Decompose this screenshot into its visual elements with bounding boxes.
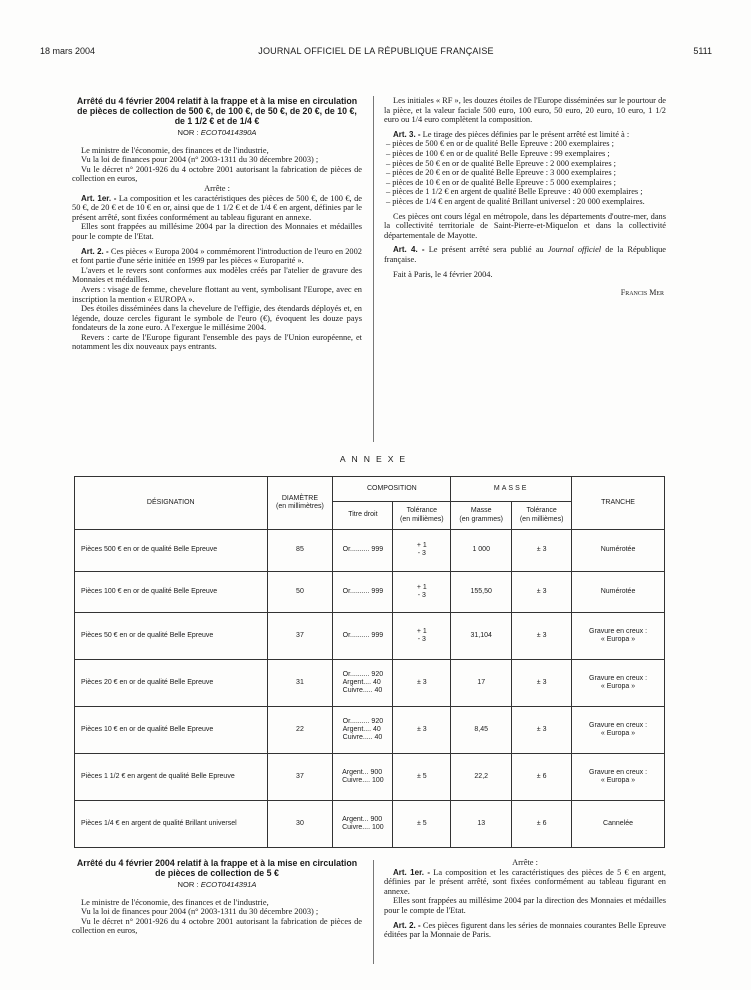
cell-tolerance-masse: ± 6 [512, 754, 572, 801]
arrete2-nor [72, 880, 362, 890]
cell-titre-line: Argent.... 40 [342, 726, 381, 734]
arrete2-title: Arrêté du 4 février 2004 relatif à la frappe et à la mise en circulation de pièces de collection de 5 € [76, 858, 358, 878]
cell-tranche-line: « Europa » [600, 777, 636, 785]
table-row [75, 801, 665, 848]
arrete1-arrete: Arrête : [204, 183, 230, 193]
cell-tolerance-composition-line: ± 3 [416, 726, 427, 734]
cell-tolerance-composition-line: ± 5 [416, 819, 427, 827]
cell-titre-line: Cuivre..... 40 [342, 687, 383, 695]
arrete2-nor-label: NOR : [177, 880, 199, 889]
arrete1-title: Arrêté du 4 février 2004 relatif à la frappe et à la mise en circulation de pièces de collection de 500 €, de 100 €, de 50 €, de 20 €, de 10 €, de 1 1/2 € et de 1/4 € [76, 96, 358, 126]
cell-tranche-line: « Europa » [600, 683, 636, 691]
list-item: – pièces de 10 € en or de qualité Belle Epreuve : 5 000 exemplaires ; [386, 177, 617, 187]
cell-tolerance-composition [393, 754, 451, 801]
header-unit: (en millièmes) [400, 515, 444, 523]
annexe-table [74, 476, 665, 848]
cell-tranche [572, 571, 665, 613]
cell-designation: Pièces 10 € en or de qualité Belle Epreuve [75, 707, 268, 754]
list-item: – pièces de 100 € en or de qualité Belle Epreuve : 99 exemplaires ; [386, 148, 610, 158]
arrete1-article-3 [384, 130, 666, 140]
cell-titre-line: Argent.... 40 [342, 679, 381, 687]
table-row [75, 613, 665, 660]
article-text: La composition et les caractéristiques des pièces de 500 €, de 100 €, de 50 €, de 20 € et de 10 € en or, ainsi que de 1 1/2 € et de 1/4 € en argent, définies par le présent arrêté, sont fixées conformément au tableau figurant en annexe. [72, 193, 363, 222]
list-item: – pièces de 50 € en or de qualité Belle Epreuve : 2 000 exemplaires ; [386, 158, 617, 168]
annexe-table-body [75, 530, 665, 848]
cell-tranche [572, 530, 665, 572]
cell-titre-line: Cuivre..... 40 [342, 734, 383, 742]
col-header-tolerance-masse [512, 502, 572, 530]
article-text: Ces pièces figurent dans les séries de monnaies courantes Belle Epreuve éditées par la Monnaie de Paris. [384, 920, 666, 940]
arrete1-fait: Fait à Paris, le 4 février 2004. [393, 269, 493, 279]
cell-titre-line: Or.......... 999 [342, 632, 384, 640]
cell-masse: 22,2 [451, 754, 512, 801]
cell-masse: 13 [451, 801, 512, 848]
arrete1-avers-revers: L'avers et le revers sont conformes aux modèles créés par l'atelier de gravure des Monnaies et médailles. [72, 265, 362, 285]
col-header-diametre [267, 477, 333, 530]
arrete2-right-column [384, 858, 666, 940]
cell-titre-line: Cuivre.... 100 [342, 777, 384, 785]
table-row [75, 571, 665, 613]
article-label: Art. 4. - [393, 245, 425, 255]
cell-tolerance-composition [393, 571, 451, 613]
cell-tolerance-composition-line: - 3 [417, 550, 426, 558]
cell-tolerance-masse: ± 3 [512, 530, 572, 572]
cell-masse: 31,104 [451, 613, 512, 660]
cell-tranche-line: Numérotée [600, 587, 636, 595]
arrete1-nor-code: ECOT0414390A [200, 128, 257, 137]
header-date: 18 mars 2004 [40, 46, 96, 56]
table-row [75, 707, 665, 754]
cell-tranche [572, 613, 665, 660]
cell-titre [333, 613, 393, 660]
arrete2-nor-code: ECOT0414391A [200, 880, 257, 889]
arrete2-vu-loi: Vu la loi de finances pour 2004 (n° 2003-1311 du 30 décembre 2003) ; [81, 907, 319, 917]
cell-tranche-line: Gravure en creux : [589, 675, 648, 683]
cell-titre-line: Or.......... 999 [342, 546, 384, 554]
cell-diametre: 30 [267, 801, 333, 848]
cell-tolerance-composition-line: + 1 [416, 542, 427, 550]
cell-tranche-line: « Europa » [600, 636, 636, 644]
cell-tolerance-composition-line: + 1 [416, 628, 427, 636]
cell-designation: Pièces 500 € en or de qualité Belle Epreuve [75, 530, 268, 572]
cell-designation: Pièces 100 € en or de qualité Belle Epreuve [75, 571, 268, 613]
column-divider [373, 96, 374, 442]
article-label: Art. 3. - [393, 129, 421, 139]
arrete1-revers: Revers : carte de l'Europe figurant l'ensemble des pays de l'Union européenne, et notamment les dix nouveaux pays entrants. [72, 332, 362, 352]
article-label: Art. 1er. - [81, 193, 117, 203]
header-journal-title: JOURNAL OFFICIEL DE LA RÉPUBLIQUE FRANÇAISE [258, 46, 494, 56]
arrete1-nor [72, 128, 362, 138]
cell-tolerance-composition [393, 801, 451, 848]
journal-officiel-italic: Journal officiel [547, 245, 602, 255]
page-header [40, 46, 712, 60]
col-header-tolerance-composition [393, 502, 451, 530]
cell-tranche-line: Cannelée [603, 819, 634, 827]
article-label: Art. 2. - [393, 920, 421, 930]
cell-tranche-line: Numérotée [600, 546, 636, 554]
cell-tolerance-composition-line: ± 5 [416, 772, 427, 780]
cell-tranche [572, 707, 665, 754]
cell-tranche-line: Gravure en creux : [589, 721, 648, 729]
arrete1-minister: Le ministre de l'économie, des finances et de l'industrie, [81, 145, 269, 155]
article-text: Ces pièces « Europa 2004 » commémorent l'introduction de l'euro en 2002 et font partie d'une série initiée en 1999 par les pièces « Europarité ». [72, 246, 362, 266]
tirage-list [384, 139, 666, 206]
cell-masse: 17 [451, 660, 512, 707]
cell-titre [333, 754, 393, 801]
header-text: Tolérance [406, 507, 437, 515]
cell-titre [333, 801, 393, 848]
cell-titre [333, 660, 393, 707]
arrete1-article-2 [72, 247, 362, 266]
article-label: Art. 2. - [81, 246, 109, 256]
list-item: – pièces de 1/4 € en argent de qualité Brillant universel : 20 000 exemplaires. [386, 196, 645, 206]
arrete2-left-column [72, 858, 362, 936]
cell-diametre: 85 [267, 530, 333, 572]
cell-diametre: 22 [267, 707, 333, 754]
cell-tolerance-composition [393, 613, 451, 660]
arrete1-cours-legal: Ces pièces ont cours légal en métropole, dans les départements d'outre-mer, dans la collectivité territoriale de Saint-Pierre-et-Miquelon et dans la collectivité départementale de Mayotte. [384, 211, 666, 240]
arrete1-vu-loi: Vu la loi de finances pour 2004 (n° 2003-1311 du 30 décembre 2003) ; [81, 155, 319, 165]
cell-titre-line: Or.......... 999 [342, 587, 384, 595]
cell-tolerance-composition [393, 530, 451, 572]
cell-diametre: 50 [267, 571, 333, 613]
list-item: – pièces de 500 € en or de qualité Belle Epreuve : 200 exemplaires ; [386, 139, 614, 149]
header-unit: (en grammes) [459, 515, 503, 523]
cell-tolerance-masse: ± 3 [512, 613, 572, 660]
cell-designation: Pièces 20 € en or de qualité Belle Epreuve [75, 660, 268, 707]
arrete2-article-1 [384, 868, 666, 897]
cell-diametre: 37 [267, 613, 333, 660]
cell-tolerance-masse: ± 3 [512, 660, 572, 707]
cell-tolerance-composition [393, 707, 451, 754]
table-row [75, 754, 665, 801]
cell-tolerance-masse: ± 3 [512, 571, 572, 613]
article-text: Le tirage des pièces définies par le présent arrêté est limité à : [422, 129, 630, 139]
article-label: Art. 1er. - [393, 867, 431, 877]
article-text: Le présent arrêté sera publié au [428, 245, 548, 255]
arrete1-initiales: Les initiales « RF », les douzes étoiles de l'Europe disséminées sur le pourtour de la pièce, et la valeur faciale 500 euro, 100 euro, 50 euro, 20 euro, 10 euro, 1 1/2 euro ou 1/4 euro complètent la composition. [384, 96, 666, 125]
arrete2-minister: Le ministre de l'économie, des finances et de l'industrie, [81, 897, 269, 907]
arrete2-arrete: Arrête : [512, 858, 538, 867]
cell-diametre: 31 [267, 660, 333, 707]
cell-titre [333, 707, 393, 754]
col-header-titre: Titre droit [333, 502, 393, 530]
cell-tranche-line: « Europa » [600, 730, 636, 738]
cell-tranche [572, 801, 665, 848]
arrete1-article-1 [72, 194, 362, 223]
cell-titre-line: Or.......... 920 [342, 717, 384, 725]
cell-tolerance-composition [393, 660, 451, 707]
arrete2-vu-decret: Vu le décret n° 2001-926 du 4 octobre 2001 autorisant la fabrication de pièces de collection en euros, [72, 916, 362, 936]
signature: Francis Mer [620, 288, 664, 298]
header-page-number: 5111 [693, 46, 712, 56]
header-unit: (en millièmes) [519, 515, 564, 523]
arrete1-left-column [72, 96, 362, 352]
arrete2-article-2 [384, 921, 666, 940]
arrete1-article-4 [384, 245, 666, 264]
cell-titre [333, 571, 393, 613]
cell-designation: Pièces 1/4 € en argent de qualité Brillant universel [75, 801, 268, 848]
col-header-masse: MASSE [451, 477, 572, 502]
cell-tranche-line: Gravure en creux : [589, 768, 648, 776]
list-item: – pièces de 20 € en or de qualité Belle Epreuve : 3 000 exemplaires ; [386, 168, 617, 178]
arrete1-avers: Avers : visage de femme, chevelure flottant au vent, symbolisant l'Europe, avec en inscription la mention « EUROPA ». [72, 284, 362, 304]
cell-tranche-line: Gravure en creux : [589, 628, 648, 636]
annexe-title: ANNEXE [339, 454, 412, 464]
col-header-composition: COMPOSITION [333, 477, 451, 502]
cell-designation: Pièces 50 € en or de qualité Belle Epreuve [75, 613, 268, 660]
cell-masse: 1 000 [451, 530, 512, 572]
arrete2-frappe: Elles sont frappées au millésime 2004 par la direction des Monnaies et médailles pour le compte de l'Etat. [384, 896, 666, 915]
list-item: – pièces de 1 1/2 € en argent de qualité Belle Epreuve : 40 000 exemplaires ; [386, 187, 643, 197]
cell-tolerance-composition-line: ± 3 [416, 679, 427, 687]
cell-tranche [572, 754, 665, 801]
cell-titre [333, 530, 393, 572]
cell-masse: 155,50 [451, 571, 512, 613]
arrete1-frappe: Elles sont frappées au millésime 2004 par la direction des Monnaies et médailles pour le compte de l'Etat. [72, 222, 362, 241]
cell-tolerance-composition-line: - 3 [417, 636, 426, 644]
col-header-designation: DÉSIGNATION [75, 477, 268, 530]
article-text: de la République française. [384, 245, 666, 264]
cell-tolerance-masse: ± 3 [512, 707, 572, 754]
arrete1-etoiles: Des étoiles disséminées dans la chevelure de l'effigie, des étendards déployés et, en légende, douze cercles figurant le symbole de l'euro (€), évoquent les douze pays fondateurs de la zone euro. A l'exergue le millésime 2004. [72, 304, 362, 333]
cell-masse: 8,45 [451, 707, 512, 754]
header-unit: (en millimètres) [276, 503, 324, 510]
header-text: DIAMÈTRE [281, 494, 319, 502]
cell-titre-line: Argent... 900 [342, 815, 383, 823]
article-text: La composition et les caractéristiques des pièces de 5 € en argent, définies par le présent arrêté, sont fixées conformément au tableau figurant en annexe. [384, 867, 667, 896]
arrete1-vu-decret: Vu le décret n° 2001-926 du 4 octobre 2001 autorisant la fabrication de pièces de collection en euros, [72, 164, 362, 184]
cell-tolerance-composition-line: - 3 [417, 592, 426, 600]
col-header-masse-grammes [451, 502, 512, 530]
header-text: Masse [470, 507, 492, 515]
table-row [75, 660, 665, 707]
col-header-tranche: TRANCHE [572, 477, 665, 530]
cell-designation: Pièces 1 1/2 € en argent de qualité Belle Epreuve [75, 754, 268, 801]
cell-tolerance-masse: ± 6 [512, 801, 572, 848]
cell-diametre: 37 [267, 754, 333, 801]
cell-tolerance-composition-line: + 1 [416, 583, 427, 591]
cell-titre-line: Cuivre.... 100 [342, 824, 384, 832]
table-row [75, 530, 665, 572]
column-divider-bottom [373, 860, 374, 964]
header-text: Tolérance [526, 507, 557, 515]
cell-titre-line: Argent... 900 [342, 768, 383, 776]
arrete1-right-column [384, 96, 666, 298]
cell-titre-line: Or.......... 920 [342, 670, 384, 678]
cell-tranche [572, 660, 665, 707]
arrete1-nor-label: NOR : [177, 128, 199, 137]
